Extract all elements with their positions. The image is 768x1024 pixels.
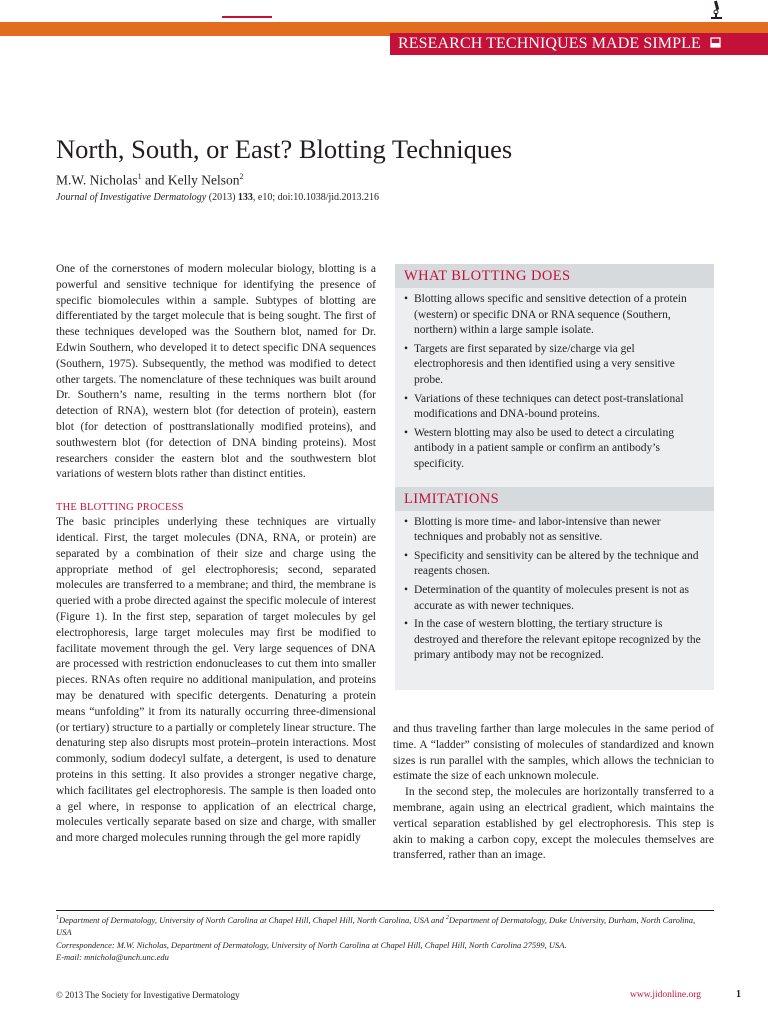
list-item: • Specificity and sensitivity can be altered by the technique and reagents chosen. bbox=[404, 549, 702, 580]
author-name: Kelly Nelson bbox=[167, 172, 240, 188]
journal-name: Journal of Investigative Dermatology bbox=[56, 192, 207, 203]
series-label: RESEARCH TECHNIQUES MADE SIMPLE bbox=[398, 35, 701, 52]
right-column bbox=[393, 722, 714, 864]
list-item: • Determination of the quantity of molecules present is not as accurate as with newer techniques. bbox=[404, 583, 702, 614]
intro-paragraph: One of the cornerstones of modern molecular biology, blotting is a powerful and sensitive technique for identifying the presence of specific biomolecules within a sample. Subtypes of blotting are differentiated by the target molecule that is being sought. The first of these techniques developed was the Southern blot, named for Dr. Edwin Southern, who developed it to detect specific DNA sequences (Southern, 1975). Subsequently, the method was modified to detect other targets. The nomenclature of these techniques was built around Dr. Southern’s name, resulting in the terms northern blot (for detection of RNA), western blot (for detection of protein), eastern blot (for detection of posttranslationally modified proteins), and southwestern blot (for detection of DNA binding proteins). Most researchers consider the eastern blot and the southwestern blot variations of western blots rather than distinct entities. bbox=[56, 263, 376, 481]
list-item: • In the case of western blotting, the tertiary structure is destroyed and therefore the relevant epitope recognized by the primary antibody may not be recognized. bbox=[404, 617, 702, 664]
affiliation-marker: 1 bbox=[137, 172, 142, 181]
left-column bbox=[56, 262, 376, 847]
body-paragraph: In the second step, the molecules are horizontally transferred to a membrane, again using an electrical gradient, which maintains the vertical separation established by gel electrophoresis. This step is akin to making a carbon copy, except the molecules themselves are transferred, rather than an image. bbox=[393, 786, 714, 862]
email: E-mail: mnichola@unch.unc.edu bbox=[56, 952, 169, 963]
author-name: M.W. Nicholas bbox=[56, 172, 138, 188]
header-accent-line bbox=[222, 16, 272, 18]
author-line bbox=[56, 172, 244, 189]
sidebar-heading: WHAT BLOTTING DOES bbox=[395, 264, 714, 288]
section-heading: THE BLOTTING PROCESS bbox=[56, 502, 184, 514]
sidebar-heading: LIMITATIONS bbox=[395, 487, 714, 511]
citation-year: (2013) bbox=[206, 192, 238, 203]
microscope-icon bbox=[706, 0, 726, 22]
list-item: • Western blotting may also be used to detect a circulating antibody in a patient sample or confirm an antibody’s specificity. bbox=[404, 426, 702, 473]
citation-volume: 133 bbox=[237, 192, 253, 203]
process-paragraph: The basic principles underlying these techniques are virtually identical. First, the target molecules (DNA, RNA, or protein) are separated by a combination of their size and charge using the appropriate method of gel electrophoresis; second, separated molecules are transferred to a membrane; and third, the membrane is queried with a probe directed against the specific molecule of interest (Figure 1). In the first step, separation of target molecules by gel electrophoresis, large target molecules may first be modified to facilitate movement through the gel. Very large sequences of DNA are processed with restriction endonucleases to cut them into smaller pieces. RNAs often require no additional manipulation, and proteins may be denatured with specific detergents. Denaturing a protein means “unfolding” it from its naturally occurring three-dimensional (or tertiary) structure to a partially or completely linear structure. The denaturing step also disrupts most protein–protein interactions. Most commonly, sodium dodecyl sulfate, a detergent, is used to denature proteins in this setting. It also provides a stronger negative charge, which facilitates gel electrophoresis. The sample is then loaded onto a gel where, in response to application of an electrical charge, molecules vertically separate based on size and charge, with smaller and more charged molecules running through the gel more rapidly bbox=[56, 516, 376, 845]
what-blotting-does-list bbox=[395, 288, 714, 473]
footnote-divider bbox=[56, 910, 714, 911]
list-item: • Targets are first separated by size/charge via gel electrophoresis and then identified using a very sensitive probe. bbox=[404, 342, 702, 389]
article-title: North, South, or East? Blotting Techniques bbox=[56, 134, 513, 164]
affiliation-text: Department of Dermatology, University of North Carolina at Chapel Hill, Chapel Hill, North Carolina, USA and bbox=[59, 914, 446, 925]
list-item: • Blotting is more time- and labor-intensive than newer techniques and probably not as sensitive. bbox=[404, 515, 702, 546]
body-paragraph: and thus traveling farther than large molecules in the same period of time. A “ladder” consisting of molecules of standardized and known sizes is run parallel with the samples, which allows the technician to estimate the size of each unknown molecule. bbox=[393, 723, 714, 783]
affiliations bbox=[56, 912, 696, 939]
microscope-icon bbox=[710, 33, 721, 55]
citation-line bbox=[56, 192, 379, 203]
series-banner bbox=[390, 33, 768, 55]
affiliation-marker: 1 bbox=[56, 915, 59, 921]
page-number: 1 bbox=[736, 989, 741, 1000]
list-item: • Blotting allows specific and sensitive detection of a protein (western) or specific DNA or RNA sequence (Southern, northern) within a large sample isolate. bbox=[404, 292, 702, 339]
summary-sidebar bbox=[395, 264, 714, 690]
affiliation-text: Department of Dermatology, Duke University, Durham, North Carolina, USA bbox=[56, 914, 696, 938]
affiliation-marker: 2 bbox=[239, 172, 244, 181]
copyright: © 2013 The Society for Investigative Dermatology bbox=[56, 990, 240, 1000]
list-item: • Variations of these techniques can detect post-translational modifications and DNA-bound proteins. bbox=[404, 392, 702, 423]
correspondence: Correspondence: M.W. Nicholas, Department of Dermatology, University of North Carolina at Chapel Hill, Chapel Hill, North Carolina 27599, USA. bbox=[56, 939, 567, 950]
author-conjunction: and bbox=[141, 172, 168, 188]
limitations-list bbox=[395, 511, 714, 664]
affiliation-marker: 2 bbox=[445, 915, 449, 921]
citation-doi: , e10; doi:10.1038/jid.2013.216 bbox=[252, 192, 380, 203]
footnotes bbox=[56, 912, 696, 964]
journal-website-link[interactable]: www.jidonline.org bbox=[630, 990, 701, 1000]
